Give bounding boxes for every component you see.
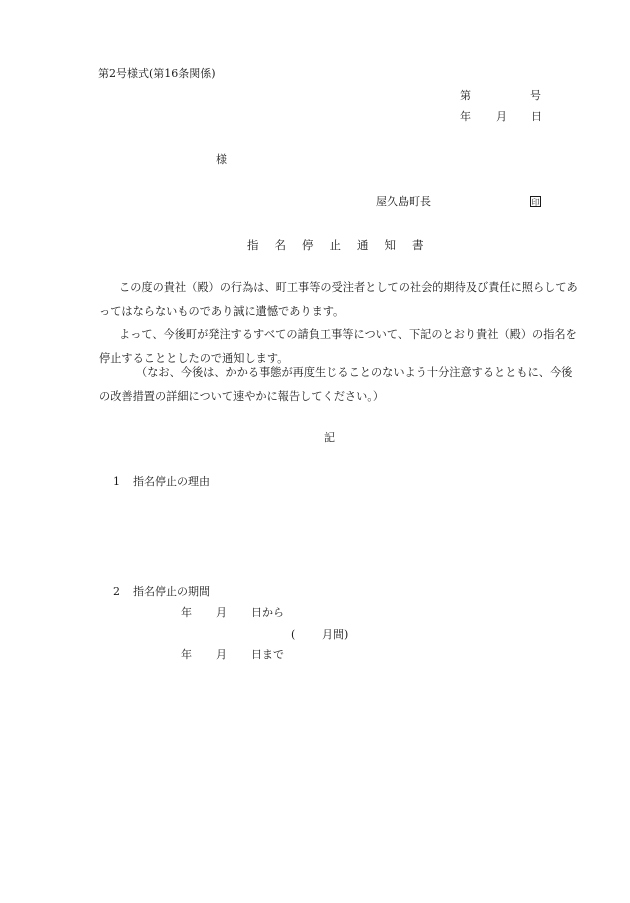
sender-title: 屋久島町長	[376, 195, 431, 208]
item-2-label: 指名停止の期間	[133, 585, 210, 598]
document-title: 指名停止通知書	[247, 238, 440, 252]
date-month: 月	[496, 110, 507, 123]
form-label: 第2号様式(第16条関係)	[98, 67, 216, 80]
body-text-2: よって、今後町が発注するすべての請負工事等について、下記のとおり貴社（殿）の指名を停止することとしたので通知します。	[99, 328, 577, 365]
body-paragraph-1	[99, 276, 579, 323]
date-year: 年	[460, 110, 471, 123]
body-text-1: この度の貴社（殿）の行為は、町工事等の受注者としての社会的期待及び責任に照らしてあってはならないものであり誠に遺憾であります。	[99, 281, 578, 318]
item-1-number: 1	[113, 475, 120, 488]
date-day: 日	[531, 110, 542, 123]
item-1-label: 指名停止の理由	[133, 475, 210, 488]
period-duration-open: (	[291, 628, 296, 641]
number-prefix: 第	[460, 89, 471, 102]
period-to-year: 年	[181, 648, 192, 661]
body-text-3: （なお、今後は、かかる事態が再度生じることのないよう十分注意するとともに、今後の改善措置の詳細について速やかに報告してください。）	[99, 366, 573, 403]
period-from-day: 日から	[251, 606, 284, 619]
seal-mark	[530, 196, 541, 207]
period-from-month: 月	[216, 606, 227, 619]
ki-heading: 記	[324, 431, 335, 444]
body-paragraph-3	[99, 361, 579, 408]
seal-icon: 印	[531, 198, 540, 207]
number-suffix: 号	[530, 89, 541, 102]
period-to-month: 月	[216, 648, 227, 661]
period-to-day: 日まで	[251, 648, 284, 661]
period-from-year: 年	[181, 606, 192, 619]
period-duration-unit: 月間)	[322, 628, 349, 641]
item-2-number: 2	[113, 585, 120, 598]
addressee-suffix: 様	[216, 153, 227, 166]
